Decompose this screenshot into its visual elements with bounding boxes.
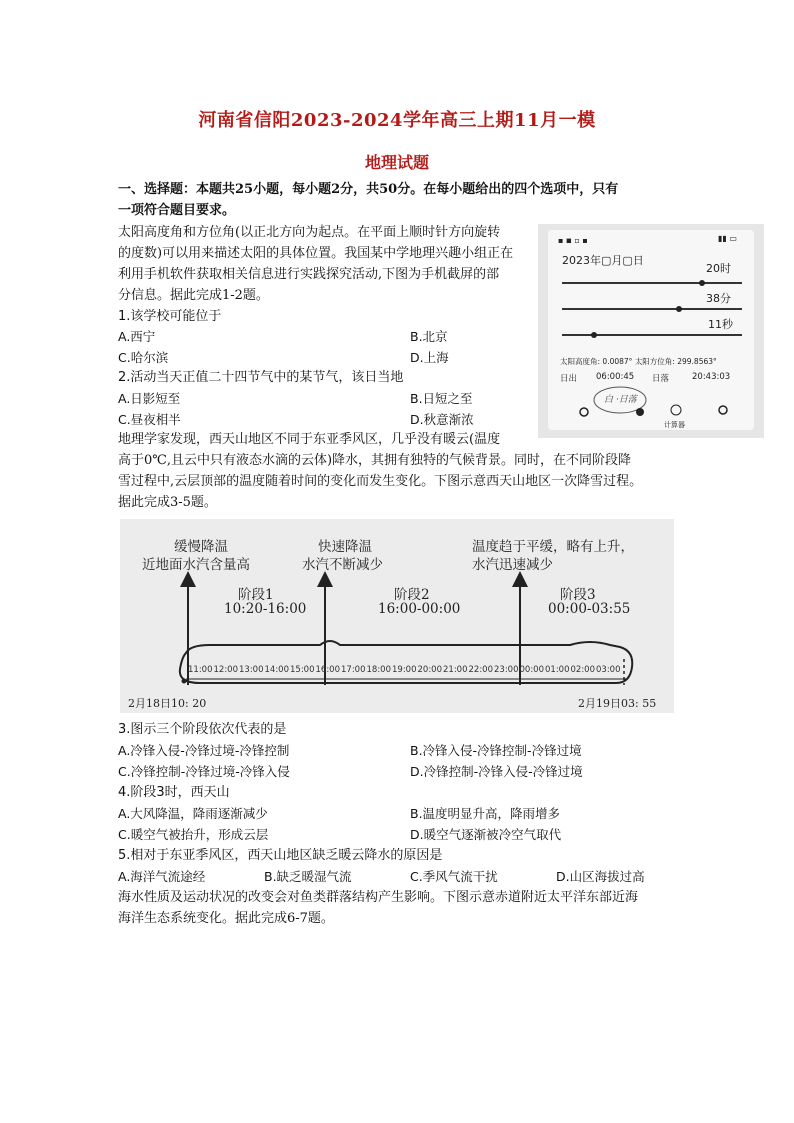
timeline-tick-label: 22:00 [468, 665, 493, 675]
stage3-time: 00:00-03:55 [548, 601, 631, 617]
timeline-tick-label: 13:00 [239, 665, 264, 675]
timeline-tick-label: 17:00 [341, 665, 366, 675]
timeline-tick-label: 11:00 [188, 665, 213, 675]
q2-option-a[interactable]: A.日影短至 [118, 391, 181, 406]
battery-icon: ▮▮ ▭ [718, 234, 737, 243]
q3-option-b[interactable]: B.冷锋入侵-冷锋控制-冷锋过境 [410, 743, 582, 758]
note3-line2: 水汽迅速减少 [472, 557, 553, 573]
phone-minute: 38分 [706, 292, 731, 305]
timeline-tube [180, 641, 632, 683]
start-time-label: 2月18日10: 20 [128, 697, 207, 710]
gear-icon[interactable] [719, 406, 727, 414]
minute-slider-knob[interactable] [676, 306, 682, 312]
q4-option-a[interactable]: A.大风降温，降雨逐渐减少 [118, 806, 268, 821]
altitude-label: 太阳高度角: [560, 357, 601, 366]
hour-slider-knob[interactable] [699, 280, 705, 286]
timeline-tick-label: 14:00 [264, 665, 289, 675]
q5-option-b[interactable]: B.缺乏暖湿气流 [264, 869, 352, 884]
passage2-line: 雪过程中,云层顶部的温度随着时间的变化而发生变化。下图示意西天山地区一次降雪过程。 [118, 474, 643, 489]
passage2-line: 据此完成3-5题。 [118, 495, 217, 510]
q5-option-c[interactable]: C.季风气流干扰 [410, 869, 498, 884]
q2-option-c[interactable]: C.昼夜相半 [118, 412, 181, 427]
q5-option-a[interactable]: A.海洋气流途经 [118, 869, 206, 884]
q1-option-a[interactable]: A.西宁 [118, 329, 156, 344]
stage3-name: 阶段3 [560, 587, 596, 603]
q4-option-d[interactable]: D.暖空气逐渐被冷空气取代 [410, 827, 562, 842]
q4-stem: 4.阶段3时，西天山 [118, 785, 230, 800]
timeline-tick-label: 03:00 [596, 665, 621, 675]
sunset-value: 20:43:03 [692, 372, 731, 382]
q1-option-d[interactable]: D.上海 [410, 350, 449, 365]
q4-option-c[interactable]: C.暖空气被抬升，形成云层 [118, 827, 269, 842]
section-heading-line2: 一项符合题目要求。 [118, 203, 236, 218]
q1-option-b[interactable]: B.北京 [410, 329, 448, 344]
q1-option-c[interactable]: C.哈尔滨 [118, 350, 169, 365]
page-subtitle: 地理试题 [364, 153, 429, 172]
second-slider-knob[interactable] [591, 332, 597, 338]
section-heading-line1: 一、选择题：本题共25小题，每小题2分，共50分。在每小题给出的四个选项中，只有 [118, 182, 619, 197]
q3-stem: 3.图示三个阶段依次代表的是 [118, 722, 287, 737]
passage1-line: 利用手机软件获取相关信息进行实践探究活动,下图为手机截屏的部 [118, 267, 500, 282]
q1-stem: 1.该学校可能位于 [118, 309, 222, 324]
passage1-line: 太阳高度角和方位角(以正北方向为起点。在平面上顺时针方向旋转 [118, 225, 501, 240]
phone-screen [548, 230, 754, 430]
timeline-tick-label: 00:00 [519, 665, 544, 675]
phone-date: 2023年▢月▢日 [562, 254, 644, 267]
timeline-tick-label: 16:00 [315, 665, 340, 675]
timeline-tick-label: 01:00 [545, 665, 570, 675]
q5-option-d[interactable]: D.山区海拔过高 [556, 869, 645, 884]
end-time-label: 2月19日03: 55 [578, 697, 657, 710]
q4-option-b[interactable]: B.温度明显升高，降雨增多 [410, 806, 561, 821]
q5-stem: 5.相对于东亚季风区，西天山地区缺乏暖云降水的原因是 [118, 848, 443, 863]
note1-line1: 缓慢降温 [174, 539, 228, 555]
settings-gear-icon[interactable] [580, 408, 588, 416]
second-slider[interactable] [562, 334, 742, 336]
phone-screenshot [538, 224, 764, 438]
minute-slider[interactable] [562, 308, 742, 310]
note2-line1: 快速降温 [318, 539, 372, 555]
q3-option-a[interactable]: A.冷锋入侵-冷锋过境-冷锋控制 [118, 743, 290, 758]
phone-bottom-bar [548, 380, 754, 430]
start-dot [182, 679, 187, 684]
altitude-readout [560, 356, 717, 367]
stage2-time: 16:00-00:00 [378, 601, 461, 617]
azimuth-label: 太阳方位角: [634, 357, 675, 366]
phone-hour: 20时 [706, 262, 731, 275]
timeline-tick-label: 12:00 [213, 665, 238, 675]
note2-line2: 水汽不断减少 [302, 557, 383, 573]
timeline-tick-label: 02:00 [570, 665, 595, 675]
q2-option-d[interactable]: D.秋意渐浓 [410, 412, 474, 427]
passage2-line: 高于0℃,且云中只有液态水滴的云体)降水，其拥有独特的气候背景。同时，在不同阶段降 [118, 453, 632, 468]
sunrise-value: 06:00:45 [596, 372, 635, 382]
passage1-line: 的度数)可以用来描述太阳的具体位置。我国某中学地理兴趣小组正在 [118, 246, 514, 261]
q2-stem: 2.活动当天正值二十四节气中的某节气，该日当地 [118, 370, 404, 385]
note3-line1: 温度趋于平缓，略有上升， [472, 539, 634, 555]
sunset-label: 日落 [652, 374, 670, 384]
passage2-line: 地理学家发现，西天山地区不同于东亚季风区，几乎没有暖云(温度 [118, 432, 501, 447]
azimuth-value: 299.8563° [677, 357, 717, 366]
hour-slider[interactable] [562, 282, 742, 284]
passage3-line: 海水性质及运动状况的改变会对鱼类群落结构产生影响。下图示意赤道附近太平洋东部近海 [118, 890, 639, 905]
q2-option-b[interactable]: B.日短之至 [410, 391, 473, 406]
timeline-tick-label: 21:00 [443, 665, 468, 675]
calculator-label[interactable]: 计算器 [664, 421, 685, 429]
page-title: 河南省信阳2023-2024学年高三上期11月一模 [198, 110, 596, 131]
globe-icon[interactable] [671, 405, 681, 415]
altitude-value: 0.0087° [602, 357, 633, 366]
timeline-tick-label: 20:00 [417, 665, 442, 675]
snowfall-timeline-figure [120, 519, 674, 713]
q3-option-d[interactable]: D.冷锋控制-冷锋入侵-冷锋过境 [410, 764, 583, 779]
timeline-drawing [120, 519, 674, 713]
stage2-name: 阶段2 [394, 587, 430, 603]
stage1-name: 阶段1 [238, 587, 274, 603]
phone-status-icons: ▪︎ ◾ ▫︎ ▪︎ [558, 236, 588, 245]
phone-second: 11秒 [708, 318, 733, 331]
passage3-line: 海洋生态系统变化。据此完成6-7题。 [118, 911, 334, 926]
timeline-tick-label: 19:00 [392, 665, 417, 675]
timeline-tick-label: 15:00 [290, 665, 315, 675]
timeline-tick-label: 23:00 [494, 665, 519, 675]
passage1-line: 分信息。据此完成1-2题。 [118, 288, 269, 303]
timeline-tick-label: 18:00 [366, 665, 391, 675]
note1-line2: 近地面水汽含量高 [142, 557, 250, 573]
q3-option-c[interactable]: C.冷锋控制-冷锋过境-冷锋入侵 [118, 764, 290, 779]
handwriting-note: 白 ·日落 [604, 395, 637, 405]
moon-icon[interactable] [636, 408, 644, 416]
sunrise-label: 日出 [560, 374, 578, 384]
stage1-time: 10:20-16:00 [224, 601, 307, 617]
